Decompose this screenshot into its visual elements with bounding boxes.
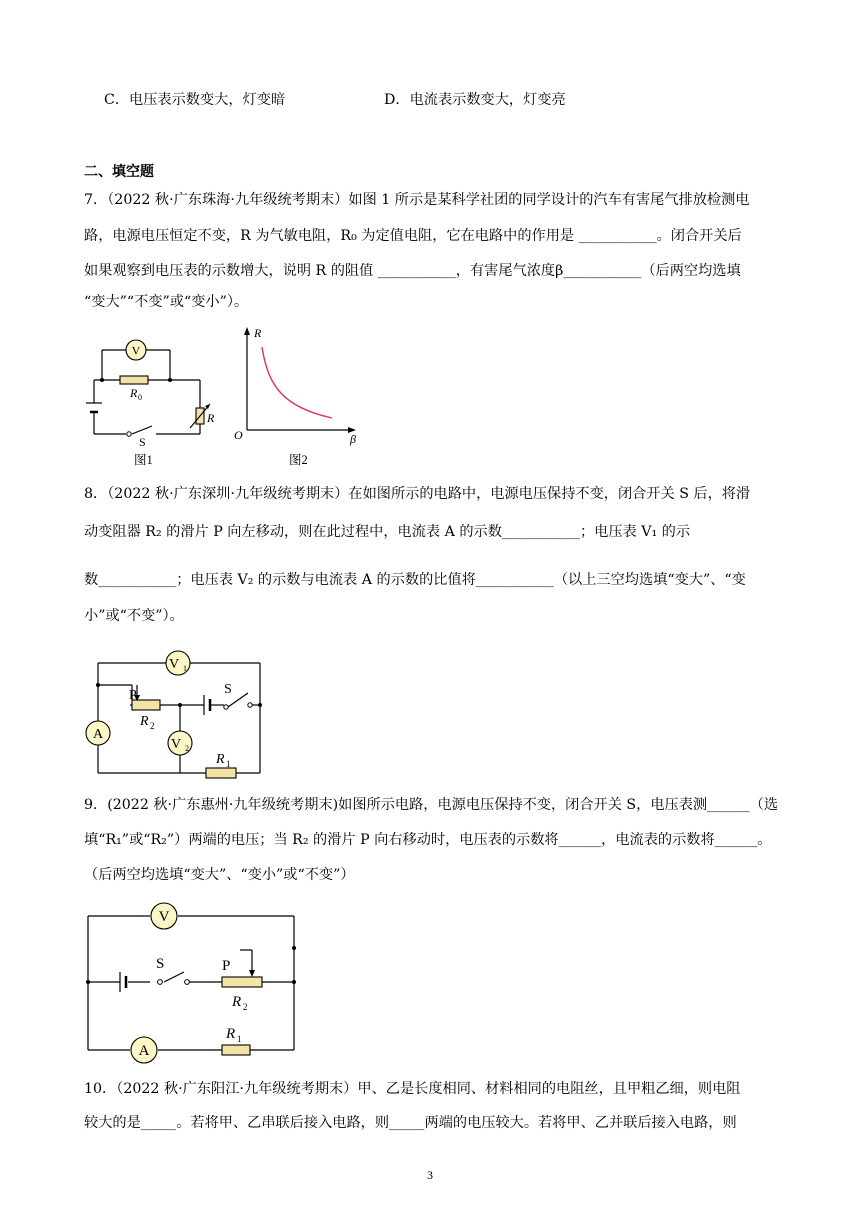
fig4-switch-label: S (156, 956, 165, 972)
fig4-r2-sub: 2 (243, 1002, 248, 1012)
fig4-r2-label: R (232, 994, 242, 1010)
q8-line-2: 动变阻器 R₂ 的滑片 P 向左移动，则在此过程中，电流表 A 的示数___________；电压表 V₁ 的示 (84, 524, 691, 540)
q7-line-2: 路，电源电压恒定不变，R 为气敏电阻，R₀ 为定值电阻，它在电路中的作用是 ___________。闭合开关后 (84, 228, 742, 244)
fig3-v2-sub: 2 (185, 744, 189, 753)
fig1-caption: 图1 (134, 453, 153, 467)
fig4-r1-label: R (226, 1026, 236, 1042)
fig3-ammeter-label: A (92, 727, 104, 742)
q7-line-4: “变大”“不变”或“变小”）。 (84, 294, 249, 310)
fig4-r1-sub: 1 (237, 1034, 242, 1044)
q8-line-3: 数___________；电压表 V₂ 的示数与电流表 A 的示数的比值将___________（以上三空均选填“变大”、“变 (84, 572, 746, 588)
q10-line-2: 较大的是_____。若将甲、乙串联后接入电路，则_____两端的电压较大。若将甲、乙并联后接入电路，则 (84, 1115, 737, 1131)
figure-2-graph (232, 325, 372, 470)
fig3-v1-sub: 1 (183, 664, 187, 673)
fig3-slider-label: P (129, 688, 137, 703)
q8-line-4: 小”或“不变”）。 (84, 608, 184, 624)
fig1-r-label: R (207, 411, 215, 425)
fig3-v2-label: V (170, 737, 182, 752)
fig4-voltmeter-label: V (158, 909, 170, 925)
figure-3-circuit (82, 645, 272, 780)
figure-1-circuit (80, 330, 220, 470)
fig3-switch-label: S (224, 682, 232, 697)
q9-line-3: （后两空均选填“变大”、“变小”或“不变”） (84, 867, 355, 883)
fig3-r1-sub: 1 (226, 759, 231, 769)
fig1-r0-label: R (130, 386, 138, 400)
q7-line-3: 如果观察到电压表的示数增大，说明 R 的阻值 ___________，有害尾气浓度β___________（后两空均选填 (84, 263, 741, 279)
fig4-slider-label: P (222, 958, 231, 974)
option-c: C．电压表示数变大，灯变暗 (104, 92, 286, 108)
fig1-switch-label: S (139, 435, 146, 449)
q8-line-1: 8．（2022 秋·广东深圳·九年级统考期末）在如图所示的电路中，电源电压保持不变，闭合开关 S 后，将滑 (84, 486, 751, 502)
section-heading: 二、填空题 (84, 164, 154, 180)
q9-line-2: 填“R₁”或“R₂”）两端的电压；当 R₂ 的滑片 P 向右移动时，电压表的示数将______，电流表的示数将______。 (84, 832, 772, 848)
page-number: 3 (427, 1168, 433, 1182)
q9-line-1: 9．(2022 秋·广东惠州·九年级统考期末)如图所示电路，电源电压保持不变，闭合开关 S，电压表测______（选 (84, 797, 779, 813)
q7-line-1: 7．（2022 秋·广东珠海·九年级统考期末）如图 1 所示是某科学社团的同学设计的汽车有害尾气排放检测电 (84, 192, 750, 208)
fig2-x-label: β (350, 432, 356, 446)
option-d: D．电流表示数变大，灯变亮 (384, 92, 566, 108)
fig2-y-label: R (254, 326, 262, 340)
fig2-caption: 图2 (289, 453, 308, 467)
fig3-r2-sub: 2 (150, 721, 155, 731)
fig3-r1-label: R (216, 752, 225, 767)
fig3-r2-label: R (140, 714, 149, 729)
q10-line-1: 10．（2022 秋·广东阳江·九年级统考期末）甲、乙是长度相同、材料相同的电阻丝，且甲粗乙细，则电阻 (84, 1081, 741, 1097)
fig4-ammeter-label: A (138, 1043, 150, 1059)
fig3-v1-label: V (168, 657, 180, 672)
figure-4-circuit (80, 898, 310, 1063)
fig2-origin: O (234, 428, 243, 442)
fig1-meter-label: V (131, 343, 141, 358)
fig1-r0-sub: 0 (138, 393, 142, 402)
